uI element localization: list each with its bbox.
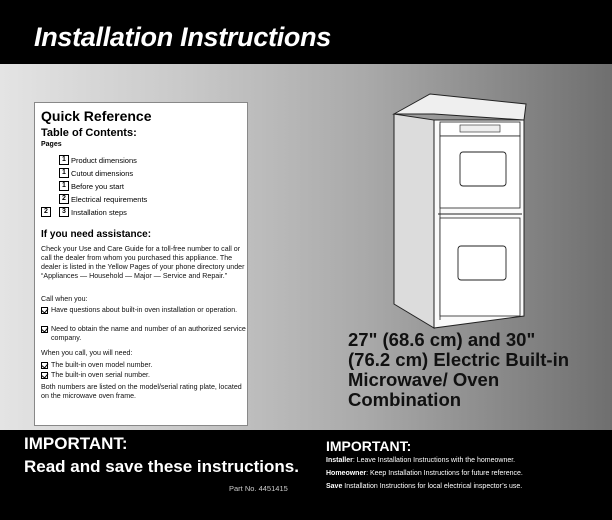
toc-item-label: Electrical requirements [71, 195, 148, 204]
checklist-item [41, 325, 247, 343]
toc-title: Table of Contents: [41, 127, 137, 139]
checklist-text: Have questions about built-in oven installation or operation. [51, 306, 238, 314]
part-number: Part No. 4451415 [229, 484, 288, 493]
document-title: Installation Instructions [34, 22, 332, 52]
important-note [326, 483, 522, 490]
page-number: 2 [59, 194, 69, 204]
product-title-line: Microwave/ Oven [348, 369, 500, 390]
page-number: 3 [59, 207, 69, 217]
toc-item-label: Before you start [71, 182, 124, 191]
page-number: 1 [59, 168, 69, 178]
checklist-item [41, 361, 247, 370]
toc-item-label: Cutout dimensions [71, 169, 134, 178]
page-number: 1 [59, 155, 69, 165]
rating-plate-note: Both numbers are listed on the model/serial rating plate, located on the microwave oven frame. [41, 383, 242, 400]
call-when-label: Call when you: [41, 295, 88, 303]
note-text: Installation Instructions for local electrical inspector’s use. [342, 483, 523, 490]
note-label: Homeowner [326, 470, 367, 477]
checkbox-icon [41, 372, 48, 379]
product-title-line: Combination [348, 389, 462, 410]
quick-reference-title: Quick Reference [41, 108, 152, 124]
note-text: : Leave Installation Instructions with the homeowner. [352, 457, 516, 464]
note-text: : Keep Installation Instructions for future reference. [366, 470, 523, 477]
page-number: 1 [59, 181, 69, 191]
note-label: Installer [326, 457, 353, 464]
pages-label: Pages [41, 141, 62, 148]
toc-item-label: Product dimensions [71, 156, 137, 165]
assistance-title: If you need assistance: [41, 229, 152, 240]
checklist-item [41, 306, 247, 315]
checklist-text: The built-in oven model number. [51, 361, 153, 369]
important-heading: IMPORTANT: [24, 434, 128, 453]
toc-item-label: Installation steps [71, 208, 127, 217]
checklist-text: Need to obtain the name and number of an authorized service company. [51, 325, 246, 342]
page-number: 2 [41, 207, 51, 217]
checkbox-icon [41, 362, 48, 369]
product-title [348, 330, 598, 410]
checklist-item [41, 371, 247, 380]
footer-bar [0, 430, 612, 520]
checkbox-icon [41, 326, 48, 333]
checklist-text: The built-in oven serial number. [51, 371, 150, 379]
important-note [326, 457, 515, 464]
important-note [326, 470, 523, 477]
note-label: Save [326, 483, 343, 490]
quick-reference-panel [34, 102, 248, 426]
oven-illustration [384, 90, 532, 330]
header-bar [0, 0, 612, 64]
important-heading-right: IMPORTANT: [326, 438, 412, 454]
product-title-line: (76.2 cm) Electric Built-in [348, 349, 570, 370]
assistance-body: Check your Use and Care Guide for a toll-free number to call or call the dealer from whom you purchased this appliance. The dealer is listed in the Yellow Pages of your phone directory under “Appliances — Household — Major — Service and Repair.” [41, 245, 245, 280]
product-title-line: 27" (68.6 cm) and 30" [348, 329, 536, 350]
read-save-notice: Read and save these instructions. [24, 457, 299, 476]
need-when-label: When you call, you will need: [41, 349, 133, 357]
checkbox-icon [41, 307, 48, 314]
